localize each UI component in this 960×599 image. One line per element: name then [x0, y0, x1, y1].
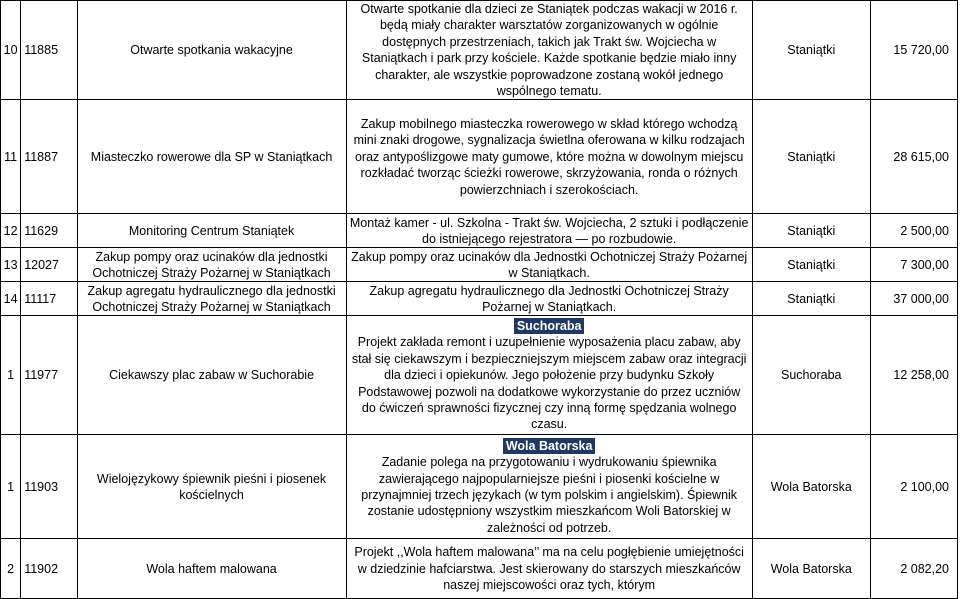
project-location: Staniątki	[752, 100, 870, 214]
project-amount: 37 000,00	[870, 282, 957, 316]
project-location: Suchoraba	[752, 316, 870, 435]
table-row	[1, 316, 958, 435]
project-name: Zakup agregatu hydraulicznego dla jednostki Ochotniczej Straży Pożarnej w Staniątkach	[77, 282, 346, 316]
project-name: Otwarte spotkania wakacyjne	[77, 1, 346, 100]
project-description: Zakup agregatu hydraulicznego dla Jednostki Ochotniczej Straży Pożarnej w Staniątkach.	[346, 282, 752, 316]
row-number: 13	[1, 248, 21, 282]
table-row	[1, 1, 958, 100]
table-row	[1, 248, 958, 282]
row-number: 1	[1, 316, 21, 435]
project-description: Zadanie polega na przygotowaniu i wydrukowaniu śpiewnika zawierającego najpopularniejsze pieśni i piosenki kościelne w przynajmniej trzech językach (w tym polskim i angielskim). Śpiewnik zostanie udostępniony wszystkim mieszkańcom Woli Batorskiej w zależności od potrzeb.	[361, 455, 738, 535]
row-number: 12	[1, 214, 21, 248]
project-amount: 12 258,00	[870, 316, 957, 435]
project-location: Staniątki	[752, 1, 870, 100]
table-row	[1, 100, 958, 214]
project-amount: 2 100,00	[870, 435, 957, 539]
project-amount: 2 500,00	[870, 214, 957, 248]
project-amount: 2 082,20	[870, 539, 957, 599]
project-id: 11977	[21, 316, 77, 435]
project-description-cell	[346, 435, 752, 539]
project-location: Staniątki	[752, 214, 870, 248]
project-name: Monitoring Centrum Staniątek	[77, 214, 346, 248]
row-number: 10	[1, 1, 21, 100]
table-row	[1, 435, 958, 539]
project-location: Staniątki	[752, 282, 870, 316]
table-row	[1, 282, 958, 316]
table-row	[1, 214, 958, 248]
project-description: Otwarte spotkanie dla dzieci ze Staniątek podczas wakacji w 2016 r. będą miały charakter warsztatów zorganizowanych w ogólnie dostępnych przestrzeniach, takich jak Trakt św. Wojciecha w Staniątkach i park przy kościele. Każde spotkanie będzie miało inny charakter, ale wszystkie poprowadzone zostaną wokół jednego wspólnego tematu.	[346, 1, 752, 100]
project-name: Miasteczko rowerowe dla SP w Staniątkach	[77, 100, 346, 214]
section-heading: Wola Batorska	[503, 438, 596, 454]
project-description-cell	[346, 316, 752, 435]
project-id: 11903	[21, 435, 77, 539]
project-description: Projekt zakłada remont i uzupełnienie wyposażenia placu zabaw, aby stał się ciekawszym i bezpieczniejszym miejscem zabaw oraz integracji dla dzieci i opiekunów. Jego położenie przy budynku Szkoły Podstawowej pozwoli na dodatkowe wykorzystanie do przez uczniów do ćwiczeń sprawności fizycznej czy inną formę spędzania wolnego czasu.	[351, 335, 747, 432]
section-heading: Suchoraba	[514, 318, 585, 334]
row-number: 11	[1, 100, 21, 214]
project-location: Wola Batorska	[752, 539, 870, 599]
project-amount: 28 615,00	[870, 100, 957, 214]
project-description: Zakup mobilnego miasteczka rowerowego w skład którego wchodzą mini znaki drogowe, sygnalizacja świetlna oferowana w kilku rodzajach oraz antypoślizgowe maty gumowe, które można w dowolnym miejscu rozkładać tworząc ścieżki rowerowe, skrzyżowania, ronda o różnych powierzchniach i szerokościach.	[346, 100, 752, 214]
project-amount: 15 720,00	[870, 1, 957, 100]
row-number: 14	[1, 282, 21, 316]
row-number: 1	[1, 435, 21, 539]
project-name: Ciekawszy plac zabaw w Suchorabie	[77, 316, 346, 435]
project-name: Zakup pompy oraz ucinaków dla jednostki Ochotniczej Straży Pożarnej w Staniątkach	[77, 248, 346, 282]
project-name: Wola haftem malowana	[77, 539, 346, 599]
project-name: Wielojęzykowy śpiewnik pieśni i piosenek kościelnych	[77, 435, 346, 539]
project-id: 11629	[21, 214, 77, 248]
project-id: 12027	[21, 248, 77, 282]
project-location: Wola Batorska	[752, 435, 870, 539]
project-amount: 7 300,00	[870, 248, 957, 282]
row-number: 2	[1, 539, 21, 599]
table-row	[1, 539, 958, 599]
project-description: Zakup pompy oraz ucinaków dla Jednostki Ochotniczej Straży Pożarnej w Staniątkach.	[346, 248, 752, 282]
project-id: 11117	[21, 282, 77, 316]
project-id: 11885	[21, 1, 77, 100]
project-location: Staniątki	[752, 248, 870, 282]
project-description: Projekt ,,Wola haftem malowana’’ ma na celu pogłębienie umiejętności w dziedzinie hafciarstwa. Jest skierowany do starszych mieszkańców naszej miejscowości oraz tych, którym	[346, 539, 752, 599]
project-description: Montaż kamer - ul. Szkolna - Trakt św. Wojciecha, 2 sztuki i podłączenie do istniejącego rejestratora — po rozbudowie.	[346, 214, 752, 248]
project-id: 11887	[21, 100, 77, 214]
project-id: 11902	[21, 539, 77, 599]
